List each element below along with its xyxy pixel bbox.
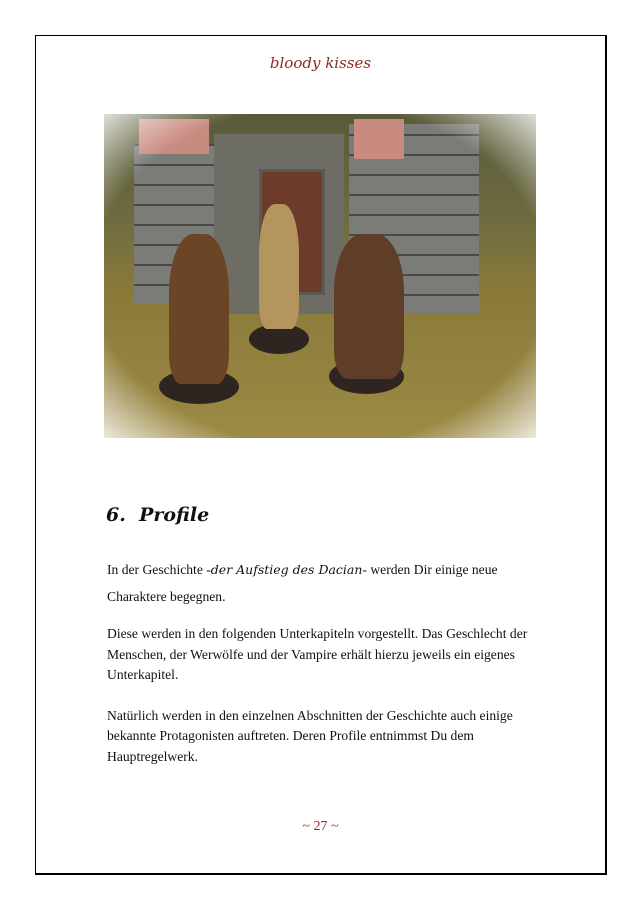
page-number: ~ 27 ~ [302,819,339,834]
section-number: 6. [106,504,126,526]
p1-text-start: In der Geschichte - [107,562,211,577]
document-page [35,35,607,875]
paragraph-1 [107,556,547,610]
section-heading [106,504,209,526]
body-text [107,556,547,787]
photo-figure-monk [169,234,229,384]
photo-figure-wizard [259,204,299,329]
paragraph-3: Natürlich werden in den einzelnen Abschnitten der Geschichte auch einige bekannte Protagonisten auftreten. Deren Profile entnimmst Du dem Hauptregelwerk. [107,707,513,764]
photo-roof-left [139,119,209,154]
photo-roof-right [354,119,404,159]
running-header: bloody kisses [269,54,372,72]
paragraph-2: Diese werden in den folgenden Unterkapiteln vorgestellt. Das Geschlecht der Menschen, der Werwölfe und der Vampire erhält hierzu jeweils ein eigenes Unterkapitel. [107,626,528,682]
p1-text-end: - werden Dir einige neue Charaktere begegnen. [107,562,498,604]
story-title: der Aufstieg des Dacian [210,562,363,577]
miniatures-photo [104,114,536,438]
photo-figure-hooded [334,234,404,379]
section-title: Profile [139,504,210,526]
